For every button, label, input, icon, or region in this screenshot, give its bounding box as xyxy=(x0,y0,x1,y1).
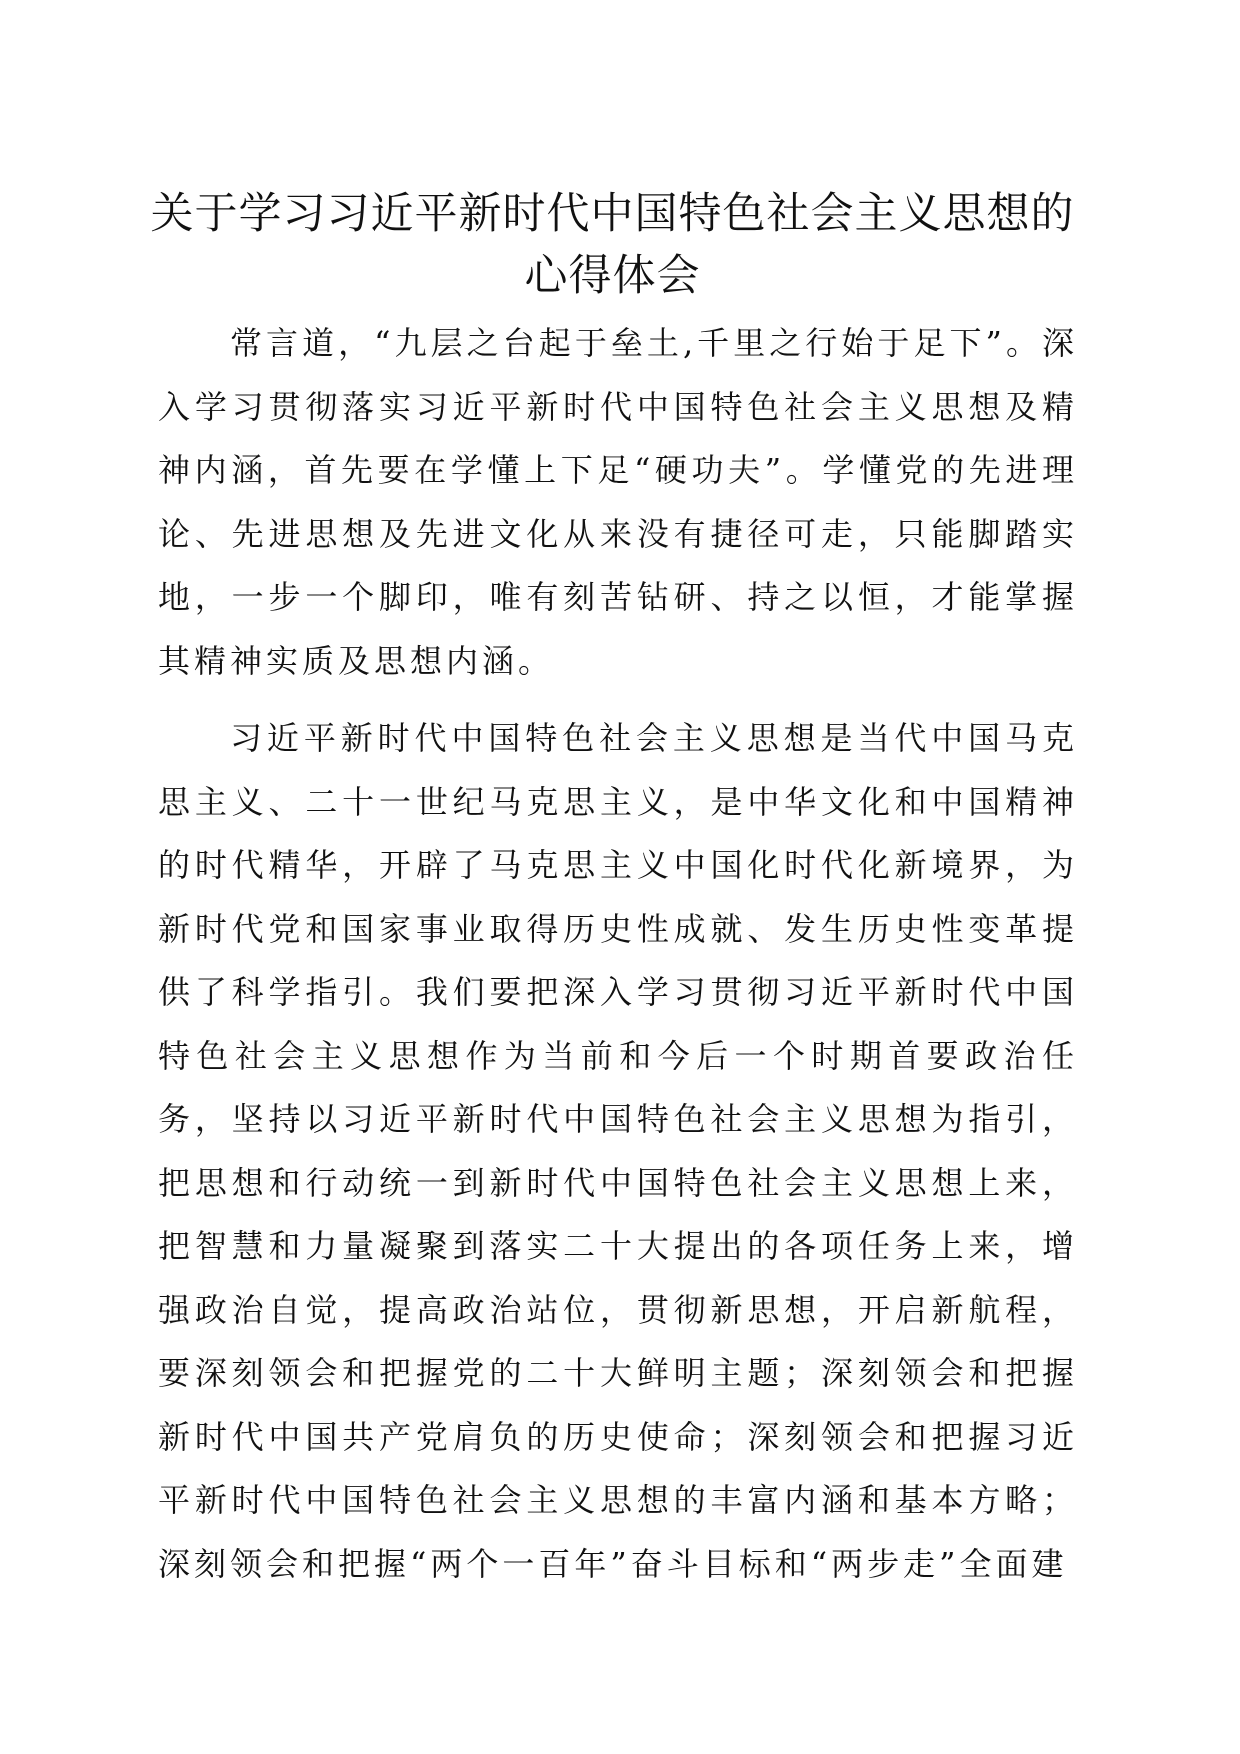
paragraph-2: 习近平新时代中国特色社会主义思想是当代中国马克思主义、二十一世纪马克思主义，是中华文化和中国精神的时代精华，开辟了马克思主义中国化时代化新境界，为新时代党和国家事业取得历史性成就、发生历史性变革提供了科学指引。我们要把深入学习贯彻习近平新时代中国特色社会主义思想作为当前和今后一个时期首要政治任务，坚持以习近平新时代中国特色社会主义思想为指引，把思想和行动统一到新时代中国特色社会主义思想上来，把智慧和力量凝聚到落实二十大提出的各项任务上来，增强政治自觉，提高政治站位，贯彻新思想，开启新航程，要深刻领会和把握党的二十大鲜明主题；深刻领会和把握新时代中国共产党肩负的历史使命；深刻领会和把握习近平新时代中国特色社会主义思想的丰富内涵和基本方略；深刻领会和把握“两个一百年”奋斗目标和“两步走”全面建 xyxy=(158,719,1078,1583)
document-title: 关于学习习近平新时代中国特色社会主义思想的心得体会 xyxy=(150,189,1075,301)
document-body xyxy=(158,312,1078,1596)
paragraph-1: 常言道，“九层之台起于垒土,千里之行始于足下”。深入学习贯彻落实习近平新时代中国特色社会主义思想及精神内涵，首先要在学懂上下足“硬功夫”。学懂党的先进理论、先进思想及先进文化从来没有捷径可走，只能脚踏实地，一步一个脚印，唯有刻苦钻研、持之以恒，才能掌握其精神实质及思想内涵。 xyxy=(158,324,1078,680)
